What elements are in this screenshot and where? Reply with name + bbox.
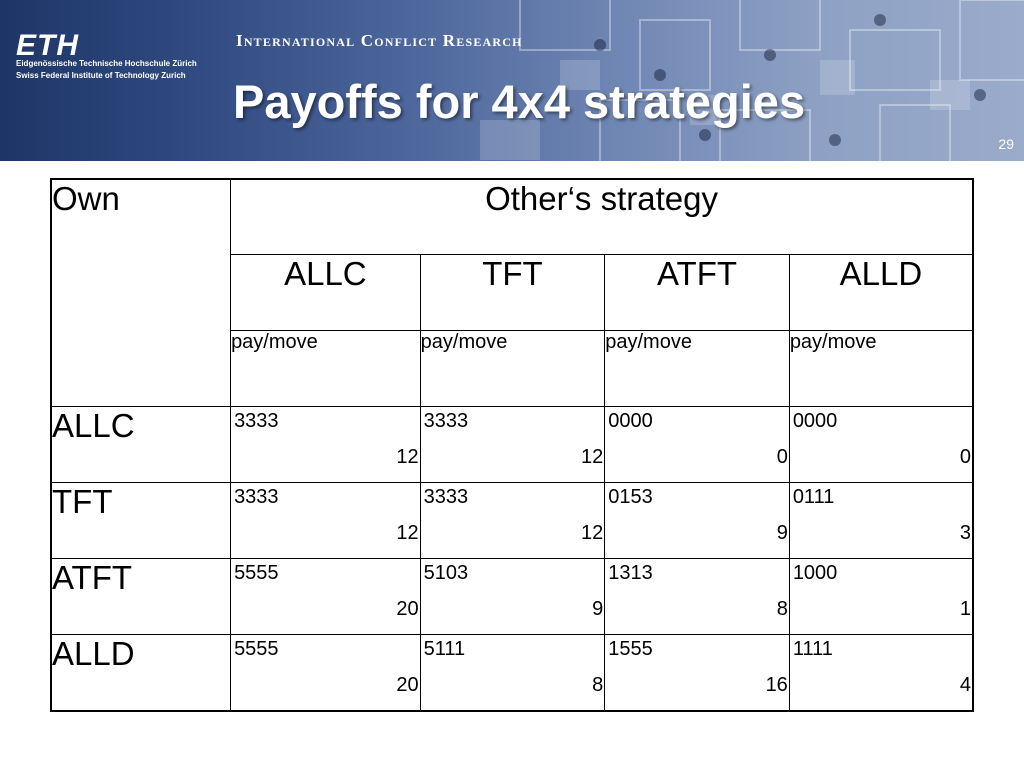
move-sequence: 0153 <box>608 485 653 508</box>
move-sequence: 0111 <box>792 485 835 508</box>
move-sequence: 0000 <box>608 409 653 432</box>
payoff-cell <box>420 406 605 482</box>
move-sequence: 5555 <box>234 637 279 660</box>
pay-move-label: pay/move <box>420 330 605 406</box>
payoff-cell <box>605 482 790 558</box>
row-header-tft: TFT <box>51 482 231 558</box>
total-payoff: 12 <box>396 521 419 544</box>
payoff-cell <box>231 558 421 634</box>
payoff-cell <box>231 482 421 558</box>
total-payoff: 12 <box>396 445 419 468</box>
pay-move-label: pay/move <box>231 330 421 406</box>
total-payoff: 12 <box>580 445 604 468</box>
column-header-alld: ALLD <box>789 254 973 330</box>
total-payoff: 3 <box>959 521 971 544</box>
payoff-cell <box>420 634 605 711</box>
payoff-cell <box>605 558 790 634</box>
row-header-atft: ATFT <box>51 558 231 634</box>
move-sequence: 5111 <box>423 637 466 660</box>
own-strategy-header: Own <box>51 179 231 406</box>
other-strategy-header: Other‘s strategy <box>231 179 973 254</box>
table-row <box>51 406 973 482</box>
slide-title: Payoffs for 4x4 strategies <box>233 75 806 128</box>
move-sequence: 1111 <box>792 637 833 660</box>
total-payoff: 20 <box>396 597 419 620</box>
table-header-row <box>51 179 973 254</box>
payoff-cell <box>789 406 973 482</box>
total-payoff: 4 <box>959 673 971 696</box>
move-sequence: 5555 <box>234 561 279 584</box>
payoff-cell <box>420 558 605 634</box>
payoff-cell <box>420 482 605 558</box>
total-payoff: 9 <box>592 597 604 620</box>
page-number: 29 <box>998 136 1014 152</box>
total-payoff: 8 <box>776 597 788 620</box>
column-header-allc: ALLC <box>231 254 421 330</box>
organization-name: International Conflict Research <box>236 31 523 50</box>
pay-move-label: pay/move <box>605 330 790 406</box>
total-payoff: 20 <box>396 673 419 696</box>
payoff-cell <box>789 634 973 711</box>
total-payoff: 1 <box>959 597 971 620</box>
move-sequence: 5103 <box>423 561 469 584</box>
total-payoff: 16 <box>765 673 788 696</box>
institution-name-english: Swiss Federal Institute of Technology Zurich <box>16 71 186 80</box>
total-payoff: 8 <box>592 673 604 696</box>
column-header-tft: TFT <box>420 254 605 330</box>
column-header-atft: ATFT <box>605 254 790 330</box>
total-payoff: 0 <box>776 445 788 468</box>
header-banner <box>0 0 1024 161</box>
move-sequence: 3333 <box>423 485 469 508</box>
move-sequence: 3333 <box>234 485 279 508</box>
payoff-cell <box>605 634 790 711</box>
table-row <box>51 634 973 711</box>
payoff-cell <box>789 482 973 558</box>
payoff-table <box>50 178 974 712</box>
move-sequence: 1000 <box>792 561 838 584</box>
move-sequence: 3333 <box>423 409 469 432</box>
move-sequence: 1313 <box>608 561 653 584</box>
pay-move-label: pay/move <box>789 330 973 406</box>
table-row <box>51 558 973 634</box>
total-payoff: 12 <box>580 521 604 544</box>
payoff-cell <box>605 406 790 482</box>
row-header-alld: ALLD <box>51 634 231 711</box>
payoff-cell <box>231 634 421 711</box>
payoff-cell <box>789 558 973 634</box>
table-row <box>51 482 973 558</box>
move-sequence: 0000 <box>792 409 838 432</box>
total-payoff: 9 <box>776 521 788 544</box>
payoff-cell <box>231 406 421 482</box>
total-payoff: 0 <box>959 445 971 468</box>
institution-name-german: Eidgenössische Technische Hochschule Zürich <box>16 59 197 68</box>
move-sequence: 1555 <box>608 637 653 660</box>
row-header-allc: ALLC <box>51 406 231 482</box>
move-sequence: 3333 <box>234 409 279 432</box>
eth-logo: ETH <box>16 29 79 62</box>
